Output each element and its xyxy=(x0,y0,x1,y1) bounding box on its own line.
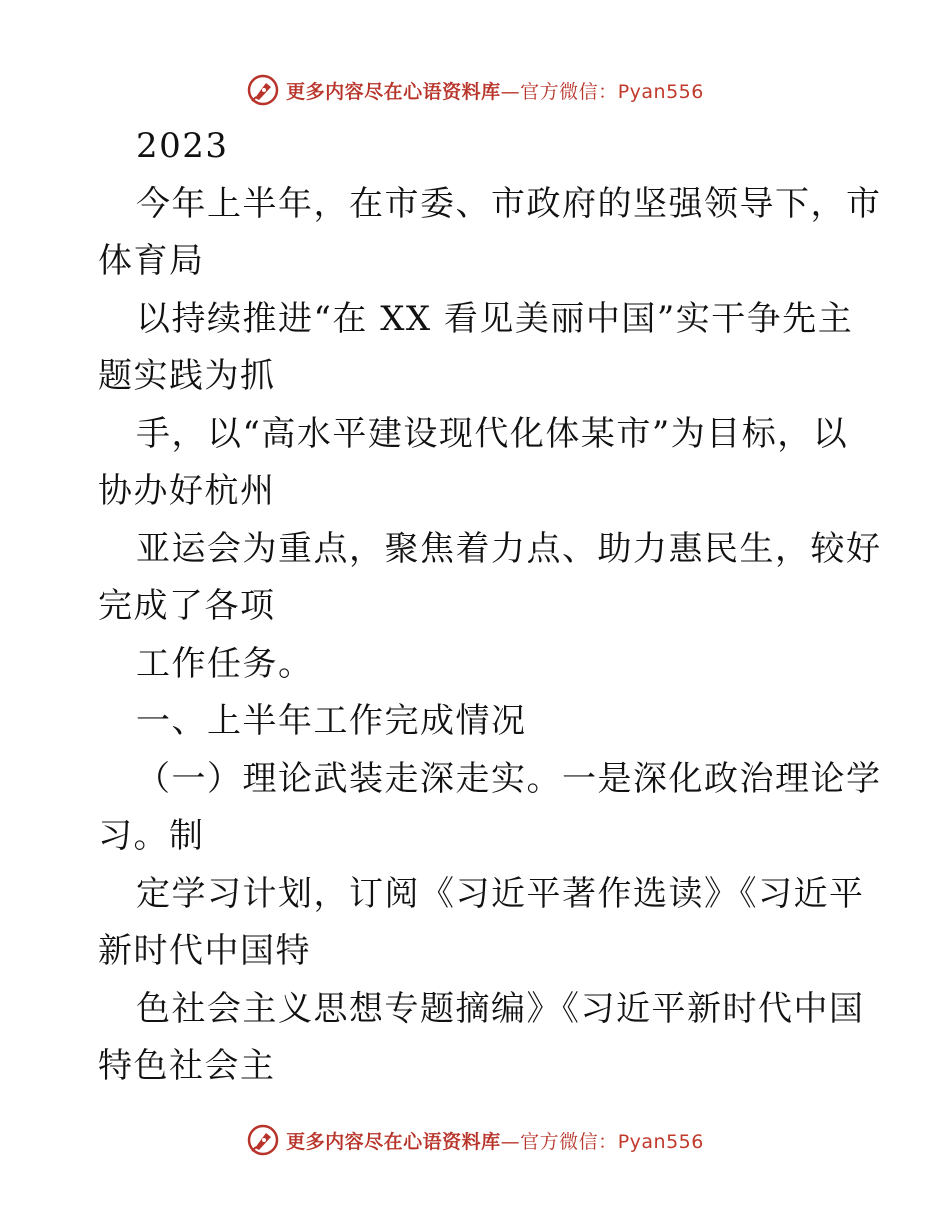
text-line: 色社会主义思想专题摘编》《习近平新时代中国 xyxy=(136,988,865,1029)
text-line: 特色社会主 xyxy=(98,1046,276,1086)
text-line: （一）理论武装走深走实。一是深化政治理论学 xyxy=(136,758,882,799)
document-body xyxy=(98,118,882,1096)
text-line: 2023 xyxy=(136,126,229,166)
text-line: 习。制 xyxy=(98,816,205,856)
text-line: 手，以“高水平建设现代化体某市”为目标，以 xyxy=(136,413,849,454)
pen-nib-logo-icon xyxy=(246,73,280,107)
text-line: 协办好杭州 xyxy=(98,471,276,511)
text-line: 工作任务。 xyxy=(136,643,314,684)
watermark-brand xyxy=(246,1123,704,1157)
text-line: 今年上半年，在市委、市政府的坚强领导下，市 xyxy=(136,183,882,224)
section-heading: 一、上半年工作完成情况 xyxy=(136,701,527,741)
watermark-text xyxy=(286,77,704,104)
watermark-wechat-id: Pyan556 xyxy=(617,1130,704,1153)
watermark-main: 更多内容尽在心语资料库 xyxy=(286,1130,501,1153)
header-watermark xyxy=(0,70,950,110)
watermark-wechat-label: 官方微信： xyxy=(520,1130,618,1153)
watermark-separator: — xyxy=(500,80,521,103)
text-line: 定学习计划，订阅《习近平著作选读》《习近平 xyxy=(136,873,865,914)
watermark-wechat-label: 官方微信： xyxy=(520,80,618,103)
watermark-brand xyxy=(246,73,704,107)
watermark-main: 更多内容尽在心语资料库 xyxy=(286,80,501,103)
text-line: 完成了各项 xyxy=(98,586,276,626)
pen-nib-logo-icon xyxy=(246,1123,280,1157)
watermark-wechat-id: Pyan556 xyxy=(617,80,704,103)
footer-watermark xyxy=(0,1120,950,1160)
text-line: 以持续推进“在 XX 看见美丽中国”实干争先主 xyxy=(136,298,854,339)
text-line: 新时代中国特 xyxy=(98,931,311,971)
text-line: 体育局 xyxy=(98,241,205,281)
text-line: 题实践为抓 xyxy=(98,356,276,396)
text-line: 亚运会为重点，聚焦着力点、助力惠民生，较好 xyxy=(136,528,882,569)
watermark-text xyxy=(286,1127,704,1154)
watermark-separator: — xyxy=(500,1130,521,1153)
